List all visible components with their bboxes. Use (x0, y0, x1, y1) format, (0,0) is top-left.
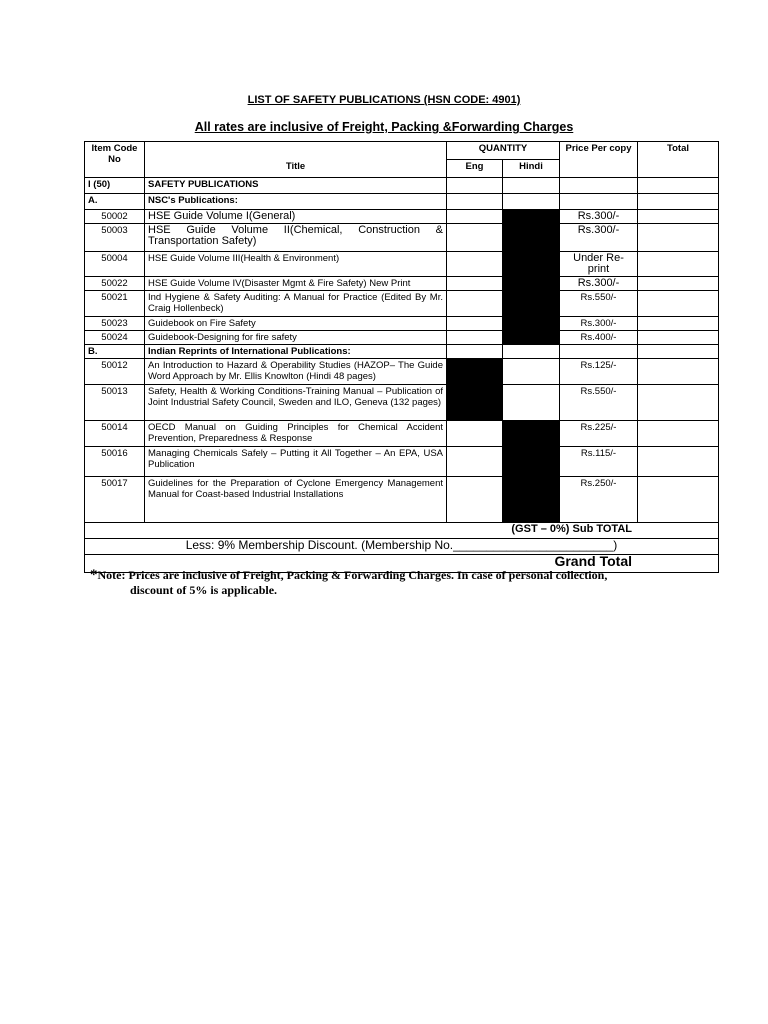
qty-eng[interactable] (447, 291, 503, 317)
footnote-line2: discount of 5% is applicable. (130, 583, 278, 597)
table-row (85, 331, 719, 345)
qty-hindi-unavailable (503, 252, 560, 277)
qty-hindi-unavailable (503, 331, 560, 345)
item-code: 50016 (85, 447, 145, 477)
qty-eng[interactable] (447, 477, 503, 523)
item-title: HSE Guide Volume III(Health & Environment) (145, 252, 447, 277)
item-price: Rs.225/- (560, 421, 638, 447)
table-row (85, 291, 719, 317)
publications-table (84, 141, 719, 573)
item-total[interactable] (638, 277, 719, 291)
qty-eng[interactable] (447, 331, 503, 345)
header-hindi: Hindi (503, 160, 560, 178)
table-row (85, 317, 719, 331)
page-title: LIST OF SAFETY PUBLICATIONS (HSN CODE: 4901) (247, 94, 521, 106)
qty-hindi-unavailable (503, 477, 560, 523)
table-row (85, 385, 719, 421)
page-subtitle: All rates are inclusive of Freight, Packing &Forwarding Charges (194, 120, 574, 134)
table-row (85, 224, 719, 252)
item-total[interactable] (638, 421, 719, 447)
item-title: Ind Hygiene & Safety Auditing: A Manual for Practice (Edited By Mr. Craig Hollenbeck) (145, 291, 447, 317)
subtotal-label: (GST – 0%) Sub TOTAL (85, 523, 719, 539)
qty-eng[interactable] (447, 421, 503, 447)
item-title: An Introduction to Hazard & Operability Studies (HAZOP– The Guide Word Approach by Mr. Ellis Knowlton (Hindi 48 pages) (145, 359, 447, 385)
item-title: OECD Manual on Guiding Principles for Chemical Accident Prevention, Preparedness & Response (145, 421, 447, 447)
qty-hindi-unavailable (503, 291, 560, 317)
item-total[interactable] (638, 385, 719, 421)
item-code: 50013 (85, 385, 145, 421)
item-total[interactable] (638, 252, 719, 277)
header-price: Price Per copy (560, 142, 638, 178)
item-total[interactable] (638, 317, 719, 331)
grand-total-label: Grand Total (85, 555, 719, 573)
item-total[interactable] (638, 224, 719, 252)
item-price: Rs.300/- (560, 277, 638, 291)
footnote-line1: Note: Prices are inclusive of Freight, Packing & Forwarding Charges. In case of personal collection, (97, 568, 608, 582)
section-b-label: Indian Reprints of International Publications: (145, 345, 447, 359)
table-row (85, 210, 719, 224)
table-row (85, 277, 719, 291)
qty-eng[interactable] (447, 317, 503, 331)
item-total[interactable] (638, 331, 719, 345)
item-price: Under Re-print (560, 252, 638, 277)
qty-hindi-unavailable (503, 421, 560, 447)
table-row (85, 252, 719, 277)
item-title: Guidebook on Fire Safety (145, 317, 447, 331)
header-quantity: QUANTITY (447, 142, 560, 160)
section-a-code: A. (85, 194, 145, 210)
item-price: Rs.125/- (560, 359, 638, 385)
qty-eng[interactable] (447, 447, 503, 477)
item-code: 50017 (85, 477, 145, 523)
item-price: Rs.550/- (560, 291, 638, 317)
item-code: 50012 (85, 359, 145, 385)
item-title: Safety, Health & Working Conditions-Training Manual – Publication of Joint Industrial Safety Council, Sweden and ILO, Geneva (132 pages) (145, 385, 447, 421)
table-row (85, 447, 719, 477)
item-code: 50024 (85, 331, 145, 345)
qty-eng[interactable] (447, 224, 503, 252)
item-total[interactable] (638, 447, 719, 477)
item-total[interactable] (638, 291, 719, 317)
item-total[interactable] (638, 477, 719, 523)
qty-hindi-unavailable (503, 210, 560, 224)
section-a-label: NSC's Publications: (145, 194, 447, 210)
item-title: HSE Guide Volume IV(Disaster Mgmt & Fire Safety) New Print (145, 277, 447, 291)
discount-label: Less: 9% Membership Discount. (Membership No.________________________) (85, 539, 719, 555)
qty-hindi-unavailable (503, 447, 560, 477)
qty-eng[interactable] (447, 252, 503, 277)
item-price: Rs.250/- (560, 477, 638, 523)
header-total: Total (638, 142, 719, 178)
section-code: I (50) (85, 178, 145, 194)
qty-eng[interactable] (447, 210, 503, 224)
item-code: 50004 (85, 252, 145, 277)
item-total[interactable] (638, 210, 719, 224)
item-code: 50023 (85, 317, 145, 331)
item-title: HSE Guide Volume II(Chemical, Construction & Transportation Safety) (145, 224, 447, 252)
qty-eng-unavailable (447, 385, 503, 421)
item-total[interactable] (638, 359, 719, 385)
footnote-star: * (90, 567, 98, 583)
item-code: 50021 (85, 291, 145, 317)
qty-hindi[interactable] (503, 385, 560, 421)
item-title: Guidelines for the Preparation of Cyclone Emergency Management Manual for Coast-based Industrial Installations (145, 477, 447, 523)
table-row (85, 477, 719, 523)
item-title: Guidebook-Designing for fire safety (145, 331, 447, 345)
header-title-spacer (145, 142, 447, 160)
header-title: Title (145, 160, 447, 178)
item-code: 50022 (85, 277, 145, 291)
item-code: 50002 (85, 210, 145, 224)
item-price: Rs.300/- (560, 210, 638, 224)
item-code: 50003 (85, 224, 145, 252)
item-code: 50014 (85, 421, 145, 447)
item-price: Rs.115/- (560, 447, 638, 477)
footnote (90, 568, 690, 598)
section-b-code: B. (85, 345, 145, 359)
item-price: Rs.300/- (560, 317, 638, 331)
item-price: Rs.300/- (560, 224, 638, 252)
qty-eng-unavailable (447, 359, 503, 385)
header-item-code: Item Code No (85, 142, 145, 178)
qty-hindi-unavailable (503, 317, 560, 331)
table-row (85, 359, 719, 385)
item-title: HSE Guide Volume I(General) (145, 210, 447, 224)
item-title: Managing Chemicals Safely – Putting it All Together – An EPA, USA Publication (145, 447, 447, 477)
qty-hindi-unavailable (503, 224, 560, 252)
qty-hindi-unavailable (503, 277, 560, 291)
table-row (85, 421, 719, 447)
section-label: SAFETY PUBLICATIONS (145, 178, 447, 194)
header-eng: Eng (447, 160, 503, 178)
qty-hindi[interactable] (503, 359, 560, 385)
item-price: Rs.550/- (560, 385, 638, 421)
item-price: Rs.400/- (560, 331, 638, 345)
qty-eng[interactable] (447, 277, 503, 291)
